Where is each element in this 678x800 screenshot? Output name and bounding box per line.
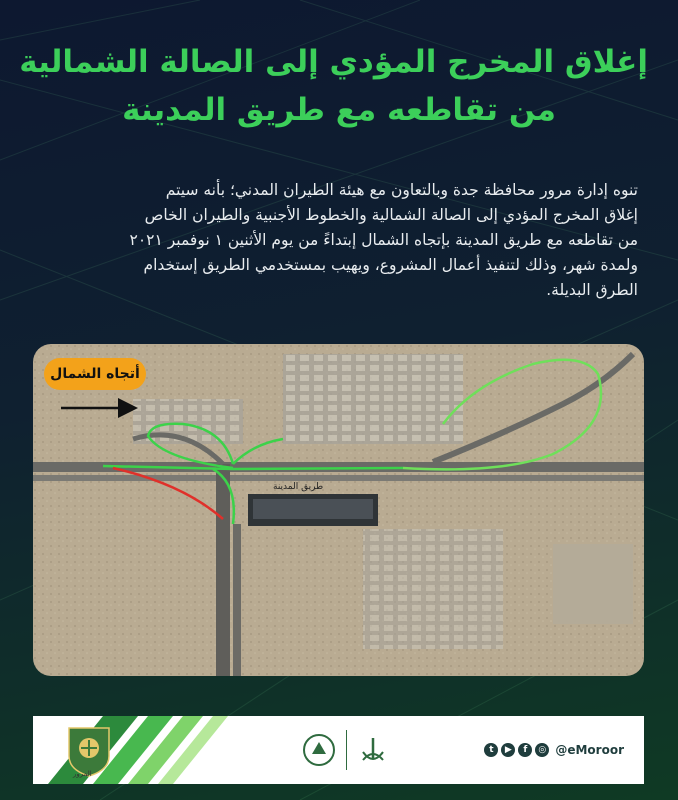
headline <box>19 38 648 134</box>
traffic-department-icon <box>301 732 337 768</box>
road-name-label: طريق المدينة <box>273 482 324 492</box>
north-direction-badge: أتجاه الشمال <box>44 358 146 390</box>
footer-bar <box>33 716 644 784</box>
headline-line-2: من تقاطعه مع طريق المدينة <box>122 92 556 128</box>
social-handle[interactable]: @eMoroor <box>555 743 624 757</box>
ministry-emblem-icon <box>355 732 391 768</box>
map-image <box>33 344 644 676</box>
headline-line-1: إغلاق المخرج المؤدي إلى الصالة الشمالية <box>19 44 648 80</box>
emblem-caption: المرور <box>73 770 92 778</box>
announcement-text <box>40 178 638 303</box>
announcement-line-1: تنوه إدارة مرور محافظة جدة وبالتعاون مع هيئة الطيران المدني؛ بأنه سيتم <box>165 181 638 199</box>
announcement-line-3: من تقاطعه مع طريق المدينة بإتجاه الشمال إبتداءً من يوم الأثنين ١ نوفمبر ٢٠٢١ <box>129 231 638 249</box>
facebook-icon[interactable]: f <box>518 743 532 757</box>
social-links <box>484 740 624 760</box>
announcement-line-5: الطرق البديلة. <box>546 281 638 299</box>
instagram-icon[interactable]: ◎ <box>535 743 549 757</box>
youtube-icon[interactable]: ▶ <box>501 743 515 757</box>
announcement-line-2: إغلاق المخرج المؤدي إلى الصالة الشمالية والخطوط الأجنبية والطيران الخاص <box>144 206 638 224</box>
announcement-line-4: ولمدة شهر، وذلك لتنفيذ أعمال المشروع، ويهيب بمستخدمي الطريق إستخدام <box>143 256 638 274</box>
satellite-map <box>33 344 644 676</box>
footer-divider <box>346 730 347 770</box>
twitter-icon[interactable]: t <box>484 743 498 757</box>
